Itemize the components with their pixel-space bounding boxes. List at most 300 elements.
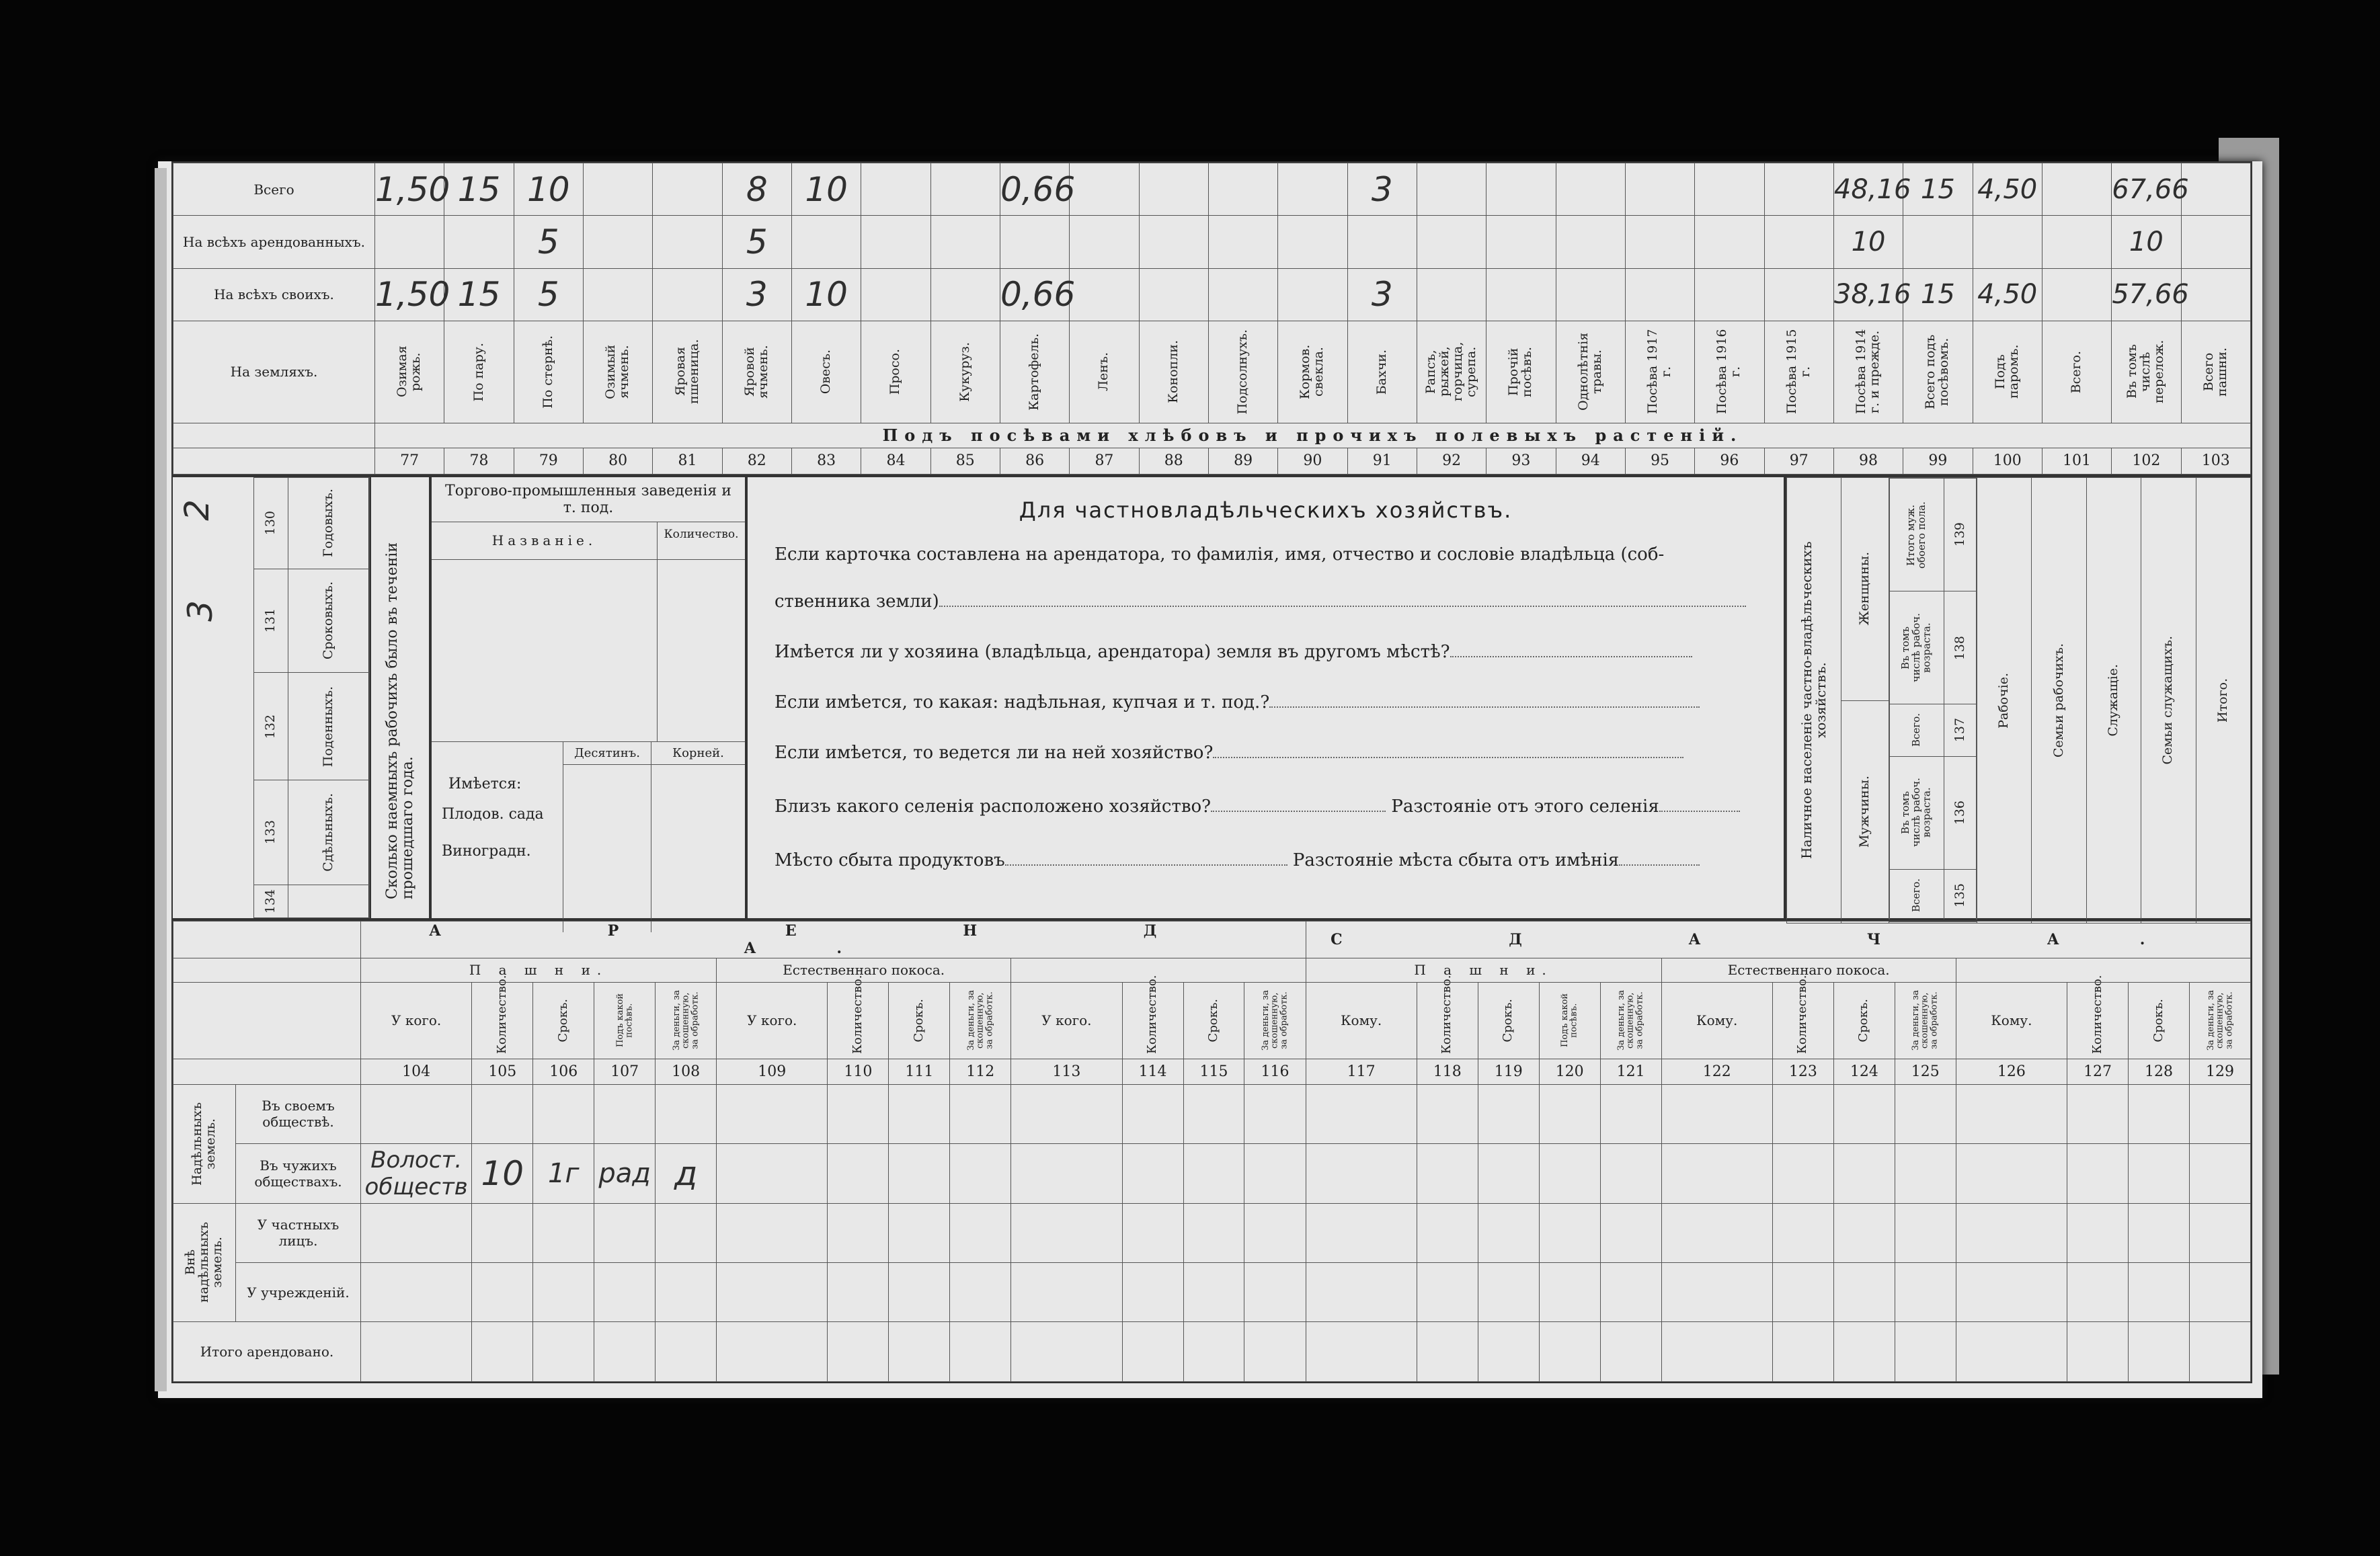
lease-cell [1661,1084,1772,1143]
lease-cell [594,1203,656,1262]
lease-cell [2189,1084,2250,1143]
lease-cell [1895,1144,1956,1203]
lease-cell [361,1144,472,1203]
row-own-value: 10 [805,275,848,315]
lease-header: У кого. [1011,982,1122,1059]
col-number: 100 [1973,448,2042,474]
col-number: 78 [444,448,514,474]
lease-header: Количество. [850,975,865,1055]
arenda-title: А Р Е Н Д А. [361,922,1306,958]
lease-col-number: 109 [717,1059,828,1084]
lease-col-number: 115 [1183,1059,1244,1084]
lease-col-number: 126 [1956,1059,2067,1084]
lease-cell [1417,1262,1478,1321]
lease-cell [472,1144,533,1203]
lease-cell [361,1203,472,1262]
lease-cell [1539,1144,1600,1203]
lease-header: За деньги, за скошенную, за обработк. [2205,990,2234,1051]
crop-header: Картофель. [1027,333,1042,411]
lease-col-number: 120 [1539,1059,1600,1084]
lease-cell [1600,1322,1661,1382]
lease-col-number: 104 [361,1059,472,1084]
lease-header: Количество. [1795,975,1810,1055]
pop-col-number: 136 [1952,801,1967,825]
lease-cell [1478,1203,1539,1262]
lease-cell [1833,1322,1895,1382]
pop-col-number: 139 [1952,522,1967,547]
lease-cell [1772,1262,1833,1321]
lease-cell [1183,1084,1244,1143]
col-number: 89 [1208,448,1277,474]
row-total-value: 10 [805,169,848,209]
pop-sub-label: Итого муж. обоего пола. [1905,501,1928,569]
row-own-value: 4,50 [1977,279,2038,311]
lease-cell [717,1262,828,1321]
crop-header: Кормов. свекла. [1298,344,1326,399]
row-total-label: Всего [173,163,375,216]
lease-cell [594,1084,656,1143]
lease-cell [717,1144,828,1203]
lease-cell [1661,1144,1772,1203]
crop-header: Прочiй посѣвъ. [1506,346,1535,397]
lease-cell [2189,1203,2250,1262]
lease-cell [2129,1144,2190,1203]
lease-header: За деньги, за скошенную, за обработк. [1261,990,1290,1051]
row-total-value: 3 [1371,169,1393,209]
lease-row-label: Въ чужихъ обществахъ. [236,1144,361,1203]
worker-type: Поденныхъ. [321,686,336,767]
handwritten-mark-1: 2 [177,499,216,521]
q-owner: Если карточка составлена на арендатора, то фамилiя, имя, отчество и сословiе владѣльца (соб- [775,544,1665,565]
lease-cell [1772,1084,1833,1143]
col-number: 82 [722,448,791,474]
crop-header: Всего подъ посѣвомъ. [1923,334,1952,409]
row-total-value: 15 [1920,173,1955,205]
lease-cell [1661,1322,1772,1382]
lease-header: Подъ какой посѣвъ. [1560,993,1579,1048]
hw-who: Волост. обществ [364,1146,468,1200]
row-rented-value: 10 [1851,226,1886,257]
row-rented-value: 5 [537,222,559,261]
crop-header: Ленъ. [1096,352,1111,392]
col-number: 90 [1278,448,1347,474]
lease-cell [1122,1203,1183,1262]
have-col-desyatin: Десятинъ. [563,742,651,765]
lease-cell [828,1262,889,1321]
crop-header: Посѣва 1915 г. [1784,329,1813,415]
lease-cell [950,1144,1011,1203]
lease-cell [533,1262,594,1321]
lease-cell [828,1322,889,1382]
lease-cell [1539,1262,1600,1321]
lease-cell [1306,1322,1417,1382]
lease-header: За деньги, за скошенную, за обработк. [965,990,995,1051]
col-number: 96 [1695,448,1764,474]
sown-band-title: Подъ посѣвами хлѣбовъ и прочихъ полевыхъ растеній. [375,423,2251,448]
row-own-value: 15 [1920,279,1955,311]
lease-cell [1956,1322,2067,1382]
lease-col-number: 112 [950,1059,1011,1084]
crop-header: Всего пашни. [2200,347,2229,397]
lease-cell [2129,1262,2190,1321]
group-nadel: Надѣльныхъ земель. [190,1102,218,1186]
private-farm-block [746,476,1785,919]
lease-header: Количество. [494,975,509,1055]
lease-cell [1417,1203,1478,1262]
lease-cell [2129,1203,2190,1262]
lease-col-number: 124 [1833,1059,1895,1084]
lease-cell [2129,1322,2190,1382]
lease-col-number: 106 [533,1059,594,1084]
lease-cell [361,1322,472,1382]
col-number: 94 [1556,448,1625,474]
lease-cell [1895,1203,1956,1262]
lease-cell [1956,1203,2067,1262]
lease-col-number: 121 [1600,1059,1661,1084]
lease-cell [1478,1262,1539,1321]
crop-header: Однолѣтнiя травы. [1575,333,1604,411]
col-number: 98 [1833,448,1903,474]
lease-cell [1895,1084,1956,1143]
lease-col-number: 107 [594,1059,656,1084]
lease-header: Кому. [1661,982,1772,1059]
lease-cell [1183,1322,1244,1382]
lease-cell [656,1084,717,1143]
lease-cell [1183,1262,1244,1321]
arenda-pokos: Естественнаго покоса. [717,958,1011,982]
col-number: 103 [2181,448,2250,474]
worker-col-number: 134 [263,889,278,914]
col-number: 85 [930,448,1000,474]
lease-cell [1244,1262,1306,1321]
top-section [171,161,2252,476]
lease-cell [2067,1203,2129,1262]
lease-header: Кому. [1956,982,2067,1059]
lease-col-number: 113 [1011,1059,1122,1084]
hw-term: 1г [548,1157,580,1189]
right-col-workers: Рабочiе. [1996,672,2012,729]
handwritten-mark-2: 3 [180,600,220,622]
crop-header: Яровая пшеница. [672,339,701,405]
workers-table [253,477,370,918]
crop-header: Всего. [2069,350,2084,393]
q-distance-village: Разстоянiе отъ этого селенiя [1391,796,1659,817]
row-total-value: 1,50 [375,169,450,209]
q-owner-cont: ственника земли) [775,591,939,612]
trade-qty-header: Количество. [664,528,739,541]
lease-cell [889,1203,950,1262]
lease-col-number: 105 [472,1059,533,1084]
lease-cell [1772,1144,1833,1203]
worker-col-number: 130 [263,511,278,536]
lease-cell [2189,1322,2250,1382]
hw-qty: 10 [481,1153,524,1193]
pop-col-number: 135 [1952,883,1967,907]
lease-cell [1956,1084,2067,1143]
lease-cell [1122,1144,1183,1203]
row-own-value: 15 [457,275,501,315]
lease-cell [1011,1262,1122,1321]
crop-header: Конопли. [1165,340,1181,404]
arenda-pashnya: П а ш н и. [361,958,717,982]
lease-cell [1772,1203,1833,1262]
lease-cell [950,1262,1011,1321]
lease-cell [717,1203,828,1262]
lease-cell [950,1084,1011,1143]
lease-col-number: 111 [889,1059,950,1084]
lease-cell [2067,1262,2129,1321]
pop-col-number: 137 [1952,718,1967,743]
have-row-orchard: Плодов. сада [442,806,544,823]
lease-cell [2189,1144,2250,1203]
lease-cell [1306,1203,1417,1262]
crop-header: Посѣва 1916 г. [1714,329,1743,415]
lease-cell [1183,1144,1244,1203]
on-lands-label: На земляхъ. [173,321,375,423]
lease-cell [1306,1262,1417,1321]
lease-cell [950,1203,1011,1262]
lease-header: Количество. [1439,975,1454,1055]
lease-col-number: 110 [828,1059,889,1084]
lease-header: Срокъ. [1206,999,1221,1042]
sdacha-pashnya: П а ш н и. [1306,958,1661,982]
lease-cell [1539,1322,1600,1382]
lease-cell [1417,1322,1478,1382]
col-number: 97 [1764,448,1833,474]
row-total-value: 67,66 [2112,173,2189,205]
crop-header: Кукуруз. [957,341,972,402]
have-row-vineyard: Виноградн. [442,843,531,860]
hw-crop: рад [598,1157,651,1189]
lease-col-number: 116 [1244,1059,1306,1084]
row-total-leased: Итого арендовано. [173,1322,361,1382]
row-own-value: 38,16 [1833,279,1911,311]
right-col-worker-families: Семьи рабочихъ. [2051,643,2066,758]
crop-header: Озимая рожь. [395,345,424,398]
pop-sub-label: Въ томъ числѣ рабоч. возраста. [1899,778,1933,848]
col-number: 84 [861,448,930,474]
crop-header: Посѣва 1914 г. и прежде. [1854,329,1882,415]
col-number: 86 [1000,448,1069,474]
crop-header: Подсолнухъ. [1235,329,1251,415]
population-block [1785,476,2252,919]
hired-workers-block [171,476,370,919]
lease-col-number: 129 [2189,1059,2250,1084]
lease-col-number: 127 [2067,1059,2129,1084]
pop-col-number: 138 [1952,635,1967,660]
col-number: 93 [1486,448,1556,474]
lease-cell [1600,1203,1661,1262]
lease-row-label: У учрежденiй. [236,1262,361,1321]
col-number: 102 [2112,448,2181,474]
lease-cell [472,1262,533,1321]
lease-cell [1895,1262,1956,1321]
row-own-value: 0,66 [1000,275,1076,315]
lease-cell [533,1084,594,1143]
lease-cell [1772,1322,1833,1382]
lease-col-number: 118 [1417,1059,1478,1084]
hired-title-column [370,476,430,919]
lease-col-number: 108 [656,1059,717,1084]
private-farm-title: Для частновладѣльческихъ хозяйствъ. [1019,497,1513,523]
crop-header: Посѣва 1917 г. [1645,329,1674,415]
crop-header: Озимый ячмень. [603,344,632,399]
row-total-value: 48,16 [1833,173,1911,205]
population-table [1786,477,2251,924]
lease-col-number: 117 [1306,1059,1417,1084]
crop-header: По стернѣ. [540,335,555,409]
trade-name-header: Названiе. [432,522,658,559]
women-label: Женщины. [1857,552,1872,626]
lease-cell [1417,1144,1478,1203]
lease-cell [1183,1203,1244,1262]
lease-header: Кому. [1306,982,1417,1059]
crop-header: Просо. [887,349,903,395]
lease-header: За деньги, за скошенную, за обработк. [1911,990,1940,1051]
hw-pay: д [674,1153,698,1193]
crop-header: Рапсъ, рыжей, горчица, сурепа. [1423,342,1479,402]
lease-cell [1539,1084,1600,1143]
row-total-value: 0,66 [1000,169,1076,209]
row-own-label: На всѣхъ своихъ. [173,268,375,321]
lease-cell [950,1322,1011,1382]
lease-cell [533,1322,594,1382]
row-total-value: 8 [746,169,768,209]
row-total-value: 15 [457,169,501,209]
lease-cell [2067,1144,2129,1203]
worker-type: Годовыхъ. [321,489,336,558]
lease-cell [472,1084,533,1143]
right-col-employees: Служащiе. [2106,664,2120,737]
lease-cell [361,1262,472,1321]
col-number: 92 [1417,448,1486,474]
q-near-village: Близъ какого селенiя расположено хозяйство? [775,796,1212,817]
lease-cell [2067,1322,2129,1382]
lease-cell [1244,1084,1306,1143]
lease-section [171,919,2252,1383]
lease-cell [828,1084,889,1143]
lease-cell [1011,1322,1122,1382]
worker-col-number: 132 [263,714,278,739]
col-number: 77 [375,448,444,474]
q-land-type: Если имѣется, то какая: надѣльная, купчая и т. под.? [775,692,1270,712]
q-other-land: Имѣется ли у хозяина (владѣльца, арендатора) земля въ другомъ мѣстѣ? [775,642,1450,662]
lease-table [173,921,2251,1382]
lease-cell [1956,1144,2067,1203]
lease-cell [1833,1084,1895,1143]
row-rented-value: 5 [746,222,768,261]
lease-col-number: 128 [2129,1059,2190,1084]
lease-cell [2189,1262,2250,1321]
q-farming: Если имѣется, то ведется ли на ней хозяйство? [775,743,1214,763]
lease-header: Количество. [1145,975,1160,1055]
lease-cell [717,1322,828,1382]
lease-cell [889,1322,950,1382]
trade-title: Торгово-промышленныя заведенiя и т. под. [432,477,745,522]
lease-header: У кого. [717,982,828,1059]
lease-header: Срокъ. [555,999,570,1042]
have-col-roots: Корней. [651,742,745,765]
lease-col-number: 125 [1895,1059,1956,1084]
worker-col-number: 131 [263,608,278,633]
col-number: 99 [1903,448,1973,474]
col-number: 91 [1347,448,1417,474]
lease-header: Подъ какой посѣвъ. [614,993,635,1048]
col-number: 87 [1070,448,1139,474]
sdacha-title: С Д А Ч А. [1306,922,2251,958]
lease-cell [1306,1144,1417,1203]
col-number: 80 [583,448,652,474]
lease-cell [2129,1084,2190,1143]
lease-cell [594,1144,656,1203]
crop-header: Въ томъ числѣ перелож. [2125,340,2167,404]
lease-cell [1600,1084,1661,1143]
lease-cell [889,1084,950,1143]
pop-sub-label: Всего. [1910,713,1923,747]
crop-header: По пару. [471,342,486,402]
lease-cell [1661,1203,1772,1262]
lease-col-number: 123 [1772,1059,1833,1084]
lease-cell [1417,1084,1478,1143]
lease-cell [1011,1144,1122,1203]
trade-block [430,476,746,919]
lease-cell [594,1262,656,1321]
lease-cell [656,1322,717,1382]
row-own-value: 5 [537,275,559,315]
worker-type: Сроковыхъ. [321,581,336,660]
row-own-value: 3 [1371,275,1393,315]
lease-cell [1122,1262,1183,1321]
lease-col-number: 122 [1661,1059,1772,1084]
crop-header: Овесъ. [818,350,834,395]
row-total-value: 10 [527,169,570,209]
lease-header: Срокъ. [1501,999,1515,1042]
lease-cell [656,1144,717,1203]
sdacha-pokos: Естественнаго покоса. [1661,958,1956,982]
lease-cell [828,1144,889,1203]
pop-sub-label: Въ томъ числѣ рабоч. возраста. [1899,613,1933,683]
group-vne: Внѣ надѣльныхъ земель. [183,1222,225,1303]
col-number: 101 [2042,448,2111,474]
lease-cell [1478,1322,1539,1382]
lease-cell [656,1203,717,1262]
lease-cell [828,1203,889,1262]
lease-cell [1244,1203,1306,1262]
lease-cell [533,1203,594,1262]
sown-area-table [173,163,2251,475]
lease-header: Срокъ. [2151,999,2166,1042]
men-label: Мужчины. [1857,776,1872,848]
lease-cell [1011,1203,1122,1262]
lease-col-number: 114 [1122,1059,1183,1084]
hired-title: Сколько наемныхъ рабочихъ было въ теченiи прошедшаго года. [383,542,416,899]
lease-cell [1833,1262,1895,1321]
pop-sub-label: Всего. [1910,878,1923,912]
right-col-employee-families: Семьи служащихъ. [2160,636,2176,765]
lease-header: Срокъ. [1856,999,1871,1042]
lease-header: Количество. [2090,975,2104,1055]
lease-cell [594,1322,656,1382]
lease-cell [1895,1322,1956,1382]
lease-cell [889,1262,950,1321]
lease-cell [472,1203,533,1262]
q-distance-market: Разстоянiе мѣста сбыта отъ имѣнiя [1292,850,1620,870]
lease-cell [656,1262,717,1321]
col-number: 79 [514,448,583,474]
row-own-value: 57,66 [2112,279,2189,311]
row-rented-label: На всѣхъ арендованныхъ. [173,216,375,268]
lease-header: Срокъ. [911,999,926,1042]
